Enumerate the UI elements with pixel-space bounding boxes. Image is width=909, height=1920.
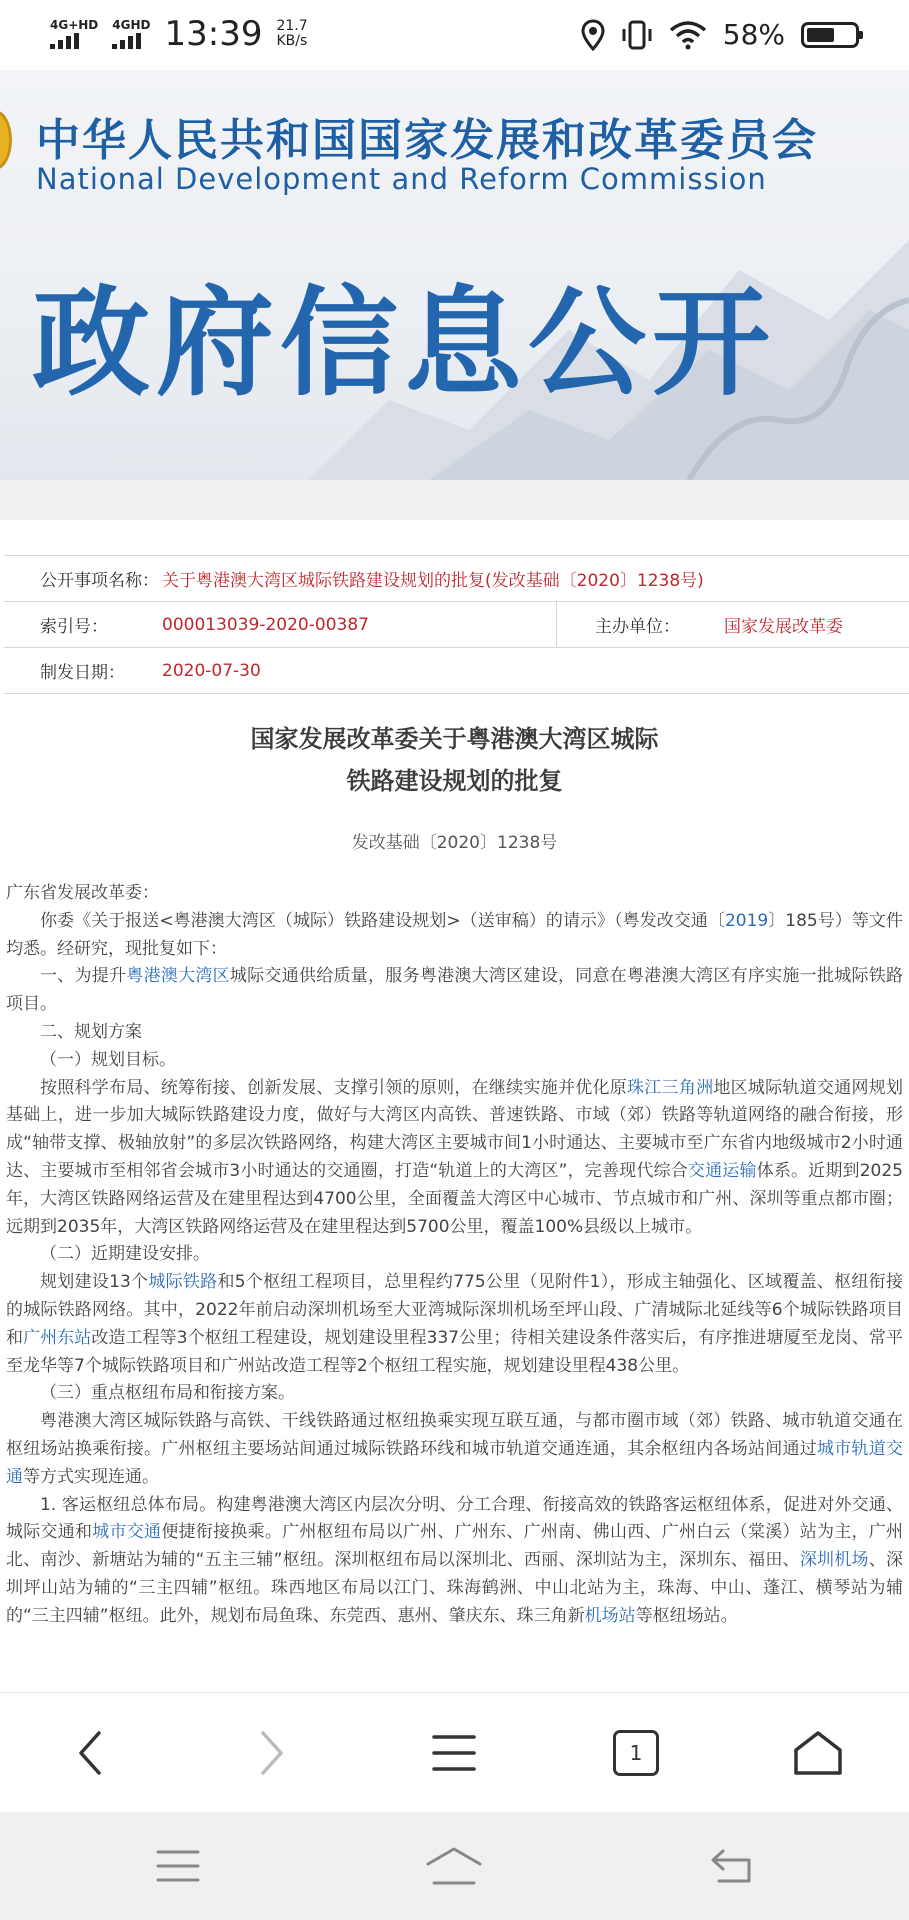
system-back-button[interactable]	[672, 1812, 792, 1920]
paragraph	[6, 1075, 903, 1242]
paragraph	[6, 963, 903, 1019]
org-name-cn: 中华人民共和国国家发展和改革委员会	[36, 115, 818, 166]
system-navigation-bar	[0, 1812, 909, 1920]
org-name-en: National Development and Reform Commission	[36, 162, 767, 196]
text: 一、为提升	[40, 966, 127, 987]
date-value: 2020-07-30	[162, 660, 261, 681]
battery-percent: 58%	[722, 18, 785, 51]
keyword-link[interactable]: 粤港澳大湾区	[126, 966, 230, 987]
section-heading: 二、规划方案	[40, 1021, 142, 1042]
home-icon	[793, 1730, 843, 1776]
paragraph	[6, 908, 903, 964]
date-label: 制发日期：	[40, 663, 125, 683]
menu-icon	[432, 1733, 476, 1773]
battery-icon	[801, 22, 859, 48]
header-banner	[0, 70, 909, 480]
text: 城际交通供给质量，服务粤港澳大湾区建设，同意在粤港澳大湾区有序实施一批城际铁路项目。	[6, 966, 903, 1015]
wifi-icon	[669, 20, 707, 50]
signal-2	[112, 19, 150, 49]
text: 等方式实现连通。	[23, 1466, 159, 1487]
status-bar	[0, 0, 909, 70]
document-number: 发改基础〔2020〕1238号	[351, 833, 558, 853]
signal-1	[50, 19, 98, 49]
keyword-link[interactable]: 机场站	[584, 1605, 636, 1626]
home-icon	[424, 1846, 484, 1886]
browser-toolbar	[0, 1692, 909, 1812]
info-row-item	[4, 556, 909, 602]
text: 〕185号）等文件均悉。经研究，现批复如下：	[6, 910, 903, 959]
text: 粤港澳大湾区城际铁路与高铁、干线铁路通过枢纽换乘实现互联互通，与都市圈市域（郊）铁路、城市轨道交通在枢纽场站换乘衔接。广州枢纽主要场站间通过城际铁路环线和城市轨道交通连通，其余枢纽内各场站间通过	[6, 1411, 903, 1459]
home-button[interactable]	[758, 1693, 878, 1813]
keyword-link[interactable]: 2019	[724, 910, 769, 931]
info-row-date	[4, 648, 909, 694]
info-row-index	[4, 602, 909, 648]
paragraph	[6, 1269, 903, 1380]
keyword-link[interactable]: 交通运输	[687, 1160, 757, 1181]
signal-bars-icon	[50, 33, 79, 49]
network-label-1: 4G+HD	[50, 18, 99, 32]
national-emblem-icon	[0, 110, 12, 170]
keyword-link[interactable]: 珠江三角洲	[627, 1077, 714, 1098]
text: 1. 客运枢纽总体布局。构建粤港澳大湾区内层次分明、分工合理、衔接高效的铁路客运枢纽体系，促进对外交通、城际交通和	[6, 1494, 903, 1543]
subsection-heading: （一）规划目标。	[40, 1049, 176, 1070]
back-button[interactable]	[30, 1693, 150, 1813]
page-title: 政府信息公开	[32, 274, 777, 412]
document-title-line-2: 铁路建设规划的批复	[346, 767, 563, 795]
salutation: 广东省发展改革委：	[6, 883, 159, 903]
text: 、深圳坪山站为辅的“三主四辅”枢纽。珠西地区布局以江门、珠海鹤洲、中山北站为主，珠海、中山、蓬江、横琴站为辅的“三主四辅”枢纽。此外，规划布局鱼珠、东莞西、惠州、肇庆东、珠三角新	[6, 1550, 903, 1626]
text: 规划建设13个	[40, 1272, 149, 1293]
forward-button[interactable]	[212, 1693, 332, 1813]
recent-apps-button[interactable]	[118, 1812, 238, 1920]
back-icon	[709, 1847, 755, 1885]
text: 你委《关于报送<粤港澳大湾区（城际）铁路建设规划>（送审稿）的请示》（粤发改交通〔	[40, 910, 725, 931]
info-table	[4, 555, 909, 694]
chevron-left-icon	[75, 1730, 105, 1776]
document-body	[6, 880, 903, 1690]
network-speed	[276, 19, 307, 49]
document-title-line-1: 国家发展改革委关于粤港澳大湾区城际	[250, 725, 659, 753]
keyword-link[interactable]: 城际铁路	[148, 1272, 218, 1293]
paragraph	[6, 1492, 903, 1631]
paragraph	[6, 1408, 903, 1491]
signal-bars-icon	[112, 33, 141, 49]
subsection-heading: （二）近期建设安排。	[40, 1244, 210, 1265]
banner-divider	[0, 480, 909, 520]
menu-button[interactable]	[394, 1693, 514, 1813]
location-icon	[581, 19, 605, 51]
text: 便捷衔接换乘。广州枢纽布局以广州、广州东、广州南、佛山西、广州白云（棠溪）站为主，广州北、南沙、新塘站为辅的“五主三辅”枢纽。深圳枢纽布局以深圳北、西丽、深圳站为主，深圳东、福田、	[6, 1522, 903, 1571]
vibrate-icon	[621, 19, 653, 51]
chevron-right-icon	[257, 1730, 287, 1776]
tab-count-icon	[613, 1730, 659, 1776]
network-label-2: 4GHD	[112, 18, 151, 32]
clock: 13:39	[164, 14, 263, 54]
system-home-button[interactable]	[394, 1812, 514, 1920]
speed-unit: KB/s	[276, 33, 308, 49]
recent-apps-icon	[156, 1849, 200, 1883]
text: 按照科学布局、统筹衔接、创新发展、支撑引领的原则，在继续实施并优化原	[40, 1077, 628, 1098]
subsection-heading: （三）重点枢纽布局和衔接方案。	[40, 1383, 295, 1404]
keyword-link[interactable]: 城市交通	[92, 1522, 162, 1543]
keyword-link[interactable]: 广州东站	[23, 1327, 92, 1348]
org-value: 国家发展改革委	[724, 617, 843, 637]
item-label: 公开事项名称：	[40, 571, 159, 591]
keyword-link[interactable]: 深圳机场	[799, 1550, 869, 1571]
text: 地区城际轨道交通网规划基础上，进一步加大城际铁路建设力度，做好与大湾区内高铁、普速铁路、市域（郊）铁路等轨道网络的融合衔接，形成“轴带支撑、极轴放射”的多层次铁路网络，构建大湾区主要城市间1小时通达、主要城市至广东省内地级城市2小时通达、主要城市至相邻省会城市3小时通达的交通圈，打造“轨道上的大湾区”，完善现代综合	[6, 1077, 903, 1181]
speed-value: 21.7	[276, 18, 308, 34]
keyword-link[interactable]: 城市轨道交通	[6, 1438, 903, 1487]
org-label: 主办单位：	[595, 617, 680, 637]
text: 等枢纽场站。	[635, 1605, 738, 1626]
index-label: 索引号：	[40, 617, 108, 637]
tab-count: 1	[629, 1741, 643, 1765]
text: 体系。近期到2025年，大湾区铁路网络运营及在建里程达到4700公里，全面覆盖大湾区中心城市、节点城市和广州、深圳等重点都市圈；远期到2035年，大湾区铁路网络运营及在建里程达到5700公里，覆盖100%县级以上城市。	[6, 1160, 903, 1237]
item-value: 关于粤港澳大湾区城际铁路建设规划的批复(发改基础〔2020〕1238号)	[162, 571, 704, 591]
index-value: 000013039-2020-00387	[162, 614, 369, 635]
text: 和5个枢纽工程项目，总里程约775公里（见附件1），形成主轴强化、区域覆盖、枢纽衔接的城际铁路网络。其中，2022年前启动深圳机场至大亚湾城际深圳机场至坪山段、广清城际北延线等6个城际铁路项目和	[6, 1272, 903, 1348]
text: 改造工程等3个枢纽工程建设，规划建设里程337公里；待相关建设条件落实后，有序推进塘厦至龙岗、常平至龙华等7个城际铁路项目和广州站改造工程等2个枢纽工程实施，规划建设里程438公里。	[6, 1327, 903, 1376]
tabs-button[interactable]	[576, 1693, 696, 1813]
document-title	[0, 718, 909, 802]
